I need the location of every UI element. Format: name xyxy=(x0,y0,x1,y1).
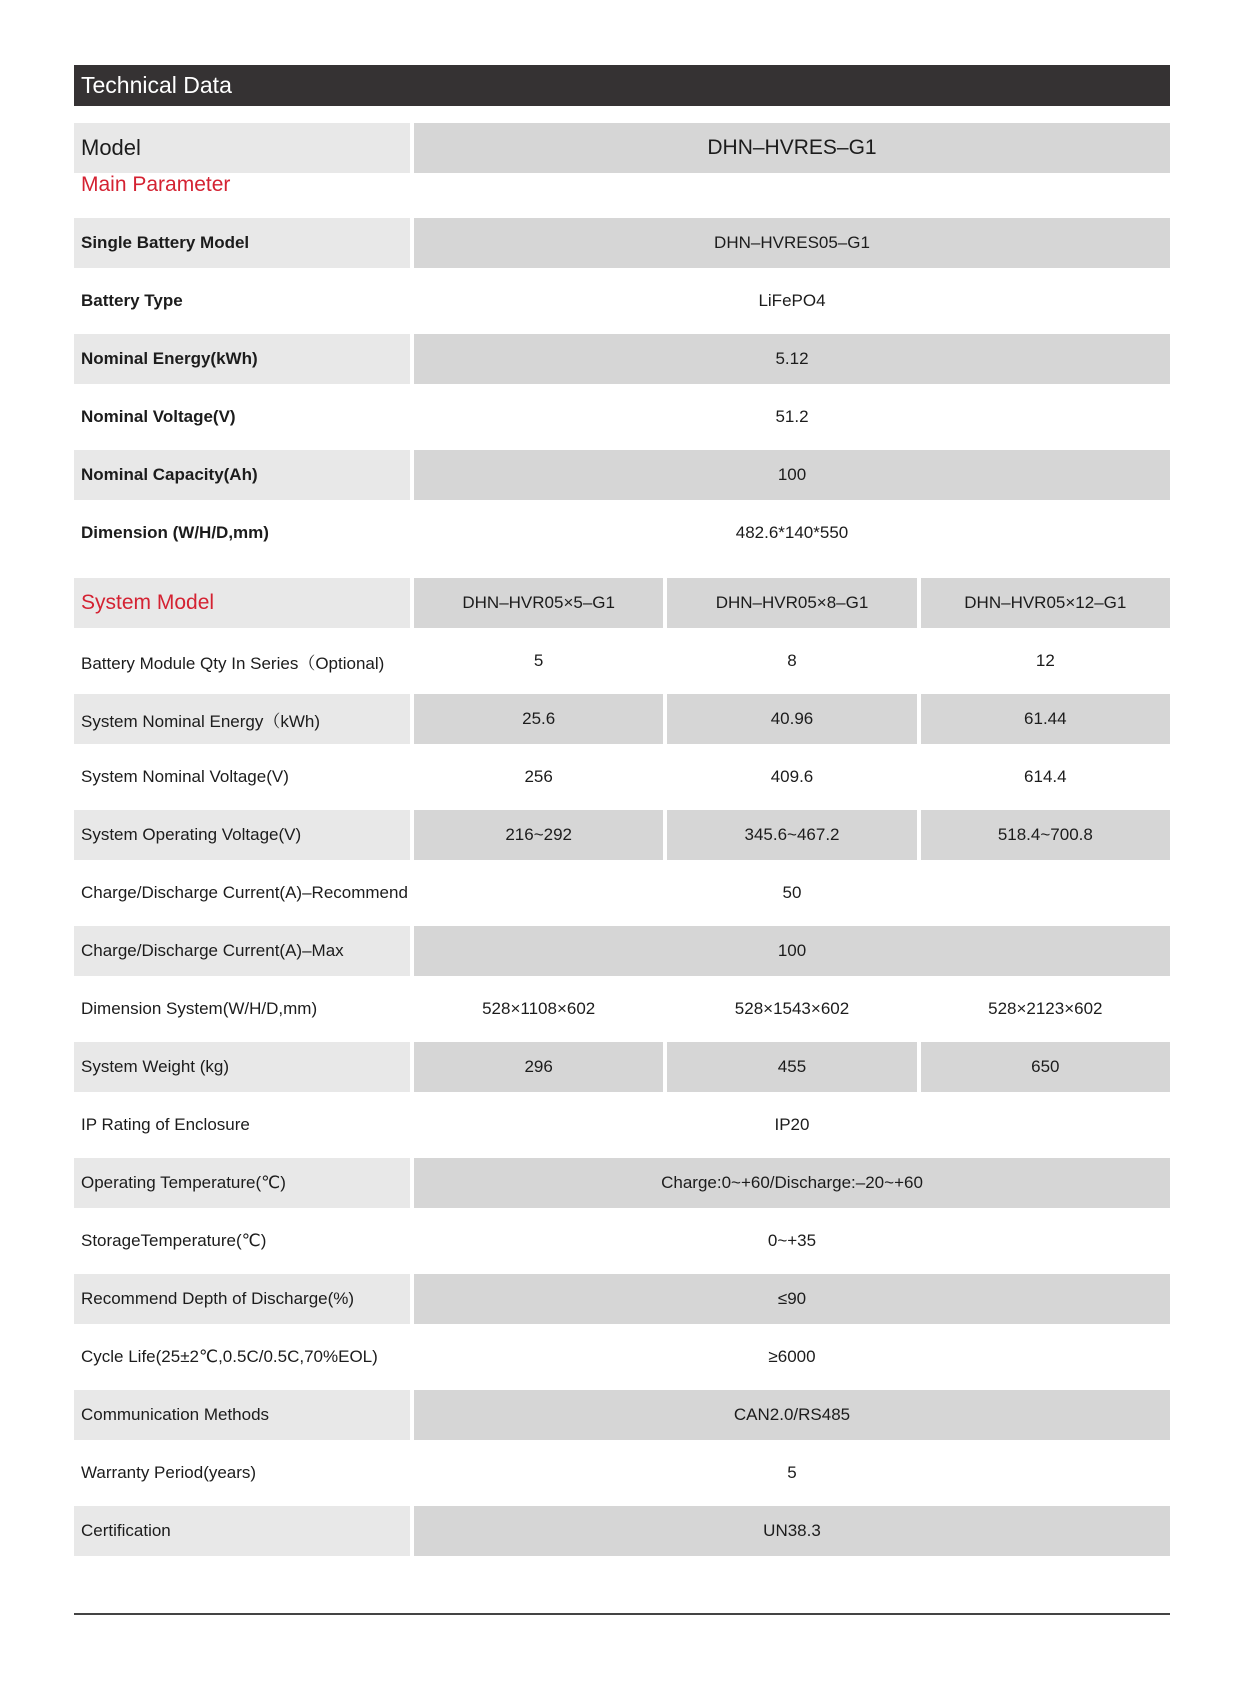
row-label: Nominal Capacity(Ah) xyxy=(74,450,410,500)
main-row-nominal-voltage-v xyxy=(74,392,1170,442)
row-value: 345.6~467.2 xyxy=(667,810,916,860)
row-label: Charge/Discharge Current(A)–Recommend xyxy=(81,883,408,902)
system-row-system-weight-kg xyxy=(74,1042,1170,1092)
row-label: Cycle Life(25±2℃,0.5C/0.5C,70%EOL) xyxy=(81,1347,378,1366)
row-value: DHN–HVRES05–G1 xyxy=(414,218,1170,268)
row-value: 5 xyxy=(533,651,544,670)
row-label: Warranty Period(years) xyxy=(81,1463,257,1482)
main-row-nominal-capacity-ah xyxy=(74,450,1170,500)
system-model-table xyxy=(74,636,1170,1556)
row-label: Recommend Depth of Discharge(%) xyxy=(74,1274,410,1324)
row-label: StorageTemperature(℃) xyxy=(81,1231,267,1250)
row-value: 8 xyxy=(787,651,797,670)
row-value: 25.6 xyxy=(414,694,663,744)
section-title: Technical Data xyxy=(74,65,1170,106)
row-label: Single Battery Model xyxy=(74,218,410,268)
main-row-nominal-energy-kwh xyxy=(74,334,1170,384)
system-row-storagetemperature xyxy=(74,1216,1170,1266)
system-model-name: DHN–HVR05×8–G1 xyxy=(667,578,916,628)
row-label: Battery Module Qty In Series（Optional) xyxy=(81,653,385,673)
row-value: 482.6*140*550 xyxy=(735,523,849,542)
row-value: 51.2 xyxy=(775,407,809,426)
row-label: Nominal Voltage(V) xyxy=(81,407,236,426)
system-row-system-nominal-voltage-v xyxy=(74,752,1170,802)
row-value: 528×1543×602 xyxy=(734,999,850,1018)
row-label: Charge/Discharge Current(A)–Max xyxy=(74,926,410,976)
row-value: 528×2123×602 xyxy=(988,999,1103,1018)
system-row-recommend-depth-of-discharge xyxy=(74,1274,1170,1324)
row-value: 5.12 xyxy=(414,334,1170,384)
row-value: IP20 xyxy=(774,1115,810,1134)
bottom-divider xyxy=(74,1613,1170,1615)
system-model-header-row xyxy=(74,578,1170,628)
system-row-system-operating-voltage-v xyxy=(74,810,1170,860)
system-row-system-nominal-energy-kwh xyxy=(74,694,1170,744)
row-value: 0~+35 xyxy=(767,1231,817,1250)
row-value: 528×1108×602 xyxy=(482,999,596,1018)
row-value: 455 xyxy=(667,1042,916,1092)
row-label: System Operating Voltage(V) xyxy=(74,810,410,860)
row-value: 50 xyxy=(782,883,802,902)
row-value: ≥6000 xyxy=(768,1347,816,1366)
system-row-battery-module-qty-in-series-optional xyxy=(74,636,1170,686)
system-row-ip-rating-of-enclosure xyxy=(74,1100,1170,1150)
row-value: 409.6 xyxy=(770,767,814,786)
row-value: ≤90 xyxy=(414,1274,1170,1324)
row-value: 296 xyxy=(414,1042,663,1092)
row-label: Battery Type xyxy=(81,291,183,310)
row-value: 12 xyxy=(1035,651,1055,670)
row-value: 61.44 xyxy=(921,694,1170,744)
row-value: 5 xyxy=(787,1463,797,1482)
main-parameter-heading: Main Parameter xyxy=(81,173,231,196)
row-value: 518.4~700.8 xyxy=(921,810,1170,860)
row-value: LiFePO4 xyxy=(758,291,826,310)
row-label: System Weight (kg) xyxy=(74,1042,410,1092)
model-label: Model xyxy=(74,123,410,173)
row-label: Nominal Energy(kWh) xyxy=(74,334,410,384)
model-row xyxy=(74,123,1170,173)
system-model-name: DHN–HVR05×5–G1 xyxy=(414,578,663,628)
system-row-communication-methods xyxy=(74,1390,1170,1440)
system-row-warranty-period-years xyxy=(74,1448,1170,1498)
row-value: 256 xyxy=(524,767,553,786)
row-label: Certification xyxy=(74,1506,410,1556)
row-value: 40.96 xyxy=(667,694,916,744)
system-row-dimension-system-w-h-d-mm xyxy=(74,984,1170,1034)
row-value: 216~292 xyxy=(414,810,663,860)
main-row-single-battery-model xyxy=(74,218,1170,268)
main-row-dimension-w-h-d-mm xyxy=(74,508,1170,558)
system-row-cycle-life-25-2-0-5c-0-5c-70-eol xyxy=(74,1332,1170,1382)
system-row-charge-discharge-current-a-max xyxy=(74,926,1170,976)
system-row-operating-temperature xyxy=(74,1158,1170,1208)
row-value: 614.4 xyxy=(1024,767,1067,786)
main-parameter-table xyxy=(74,218,1170,558)
row-value: Charge:0~+60/Discharge:–20~+60 xyxy=(414,1158,1170,1208)
row-value: 100 xyxy=(414,926,1170,976)
row-label: Communication Methods xyxy=(74,1390,410,1440)
row-label: System Nominal Energy（kWh) xyxy=(74,694,410,744)
row-label: Operating Temperature(℃) xyxy=(74,1158,410,1208)
main-row-battery-type xyxy=(74,276,1170,326)
system-row-certification xyxy=(74,1506,1170,1556)
row-label: IP Rating of Enclosure xyxy=(81,1115,250,1134)
technical-data-sheet xyxy=(74,65,1170,1556)
model-value: DHN–HVRES–G1 xyxy=(414,123,1170,173)
row-value: 650 xyxy=(921,1042,1170,1092)
row-value: CAN2.0/RS485 xyxy=(414,1390,1170,1440)
row-label: System Nominal Voltage(V) xyxy=(81,767,289,786)
system-model-heading: System Model xyxy=(74,578,410,628)
row-label: Dimension (W/H/D,mm) xyxy=(81,523,269,542)
row-value: 100 xyxy=(414,450,1170,500)
system-row-charge-discharge-current-a-recommend xyxy=(74,868,1170,918)
system-model-name: DHN–HVR05×12–G1 xyxy=(921,578,1170,628)
row-label: Dimension System(W/H/D,mm) xyxy=(81,999,318,1018)
row-value: UN38.3 xyxy=(414,1506,1170,1556)
